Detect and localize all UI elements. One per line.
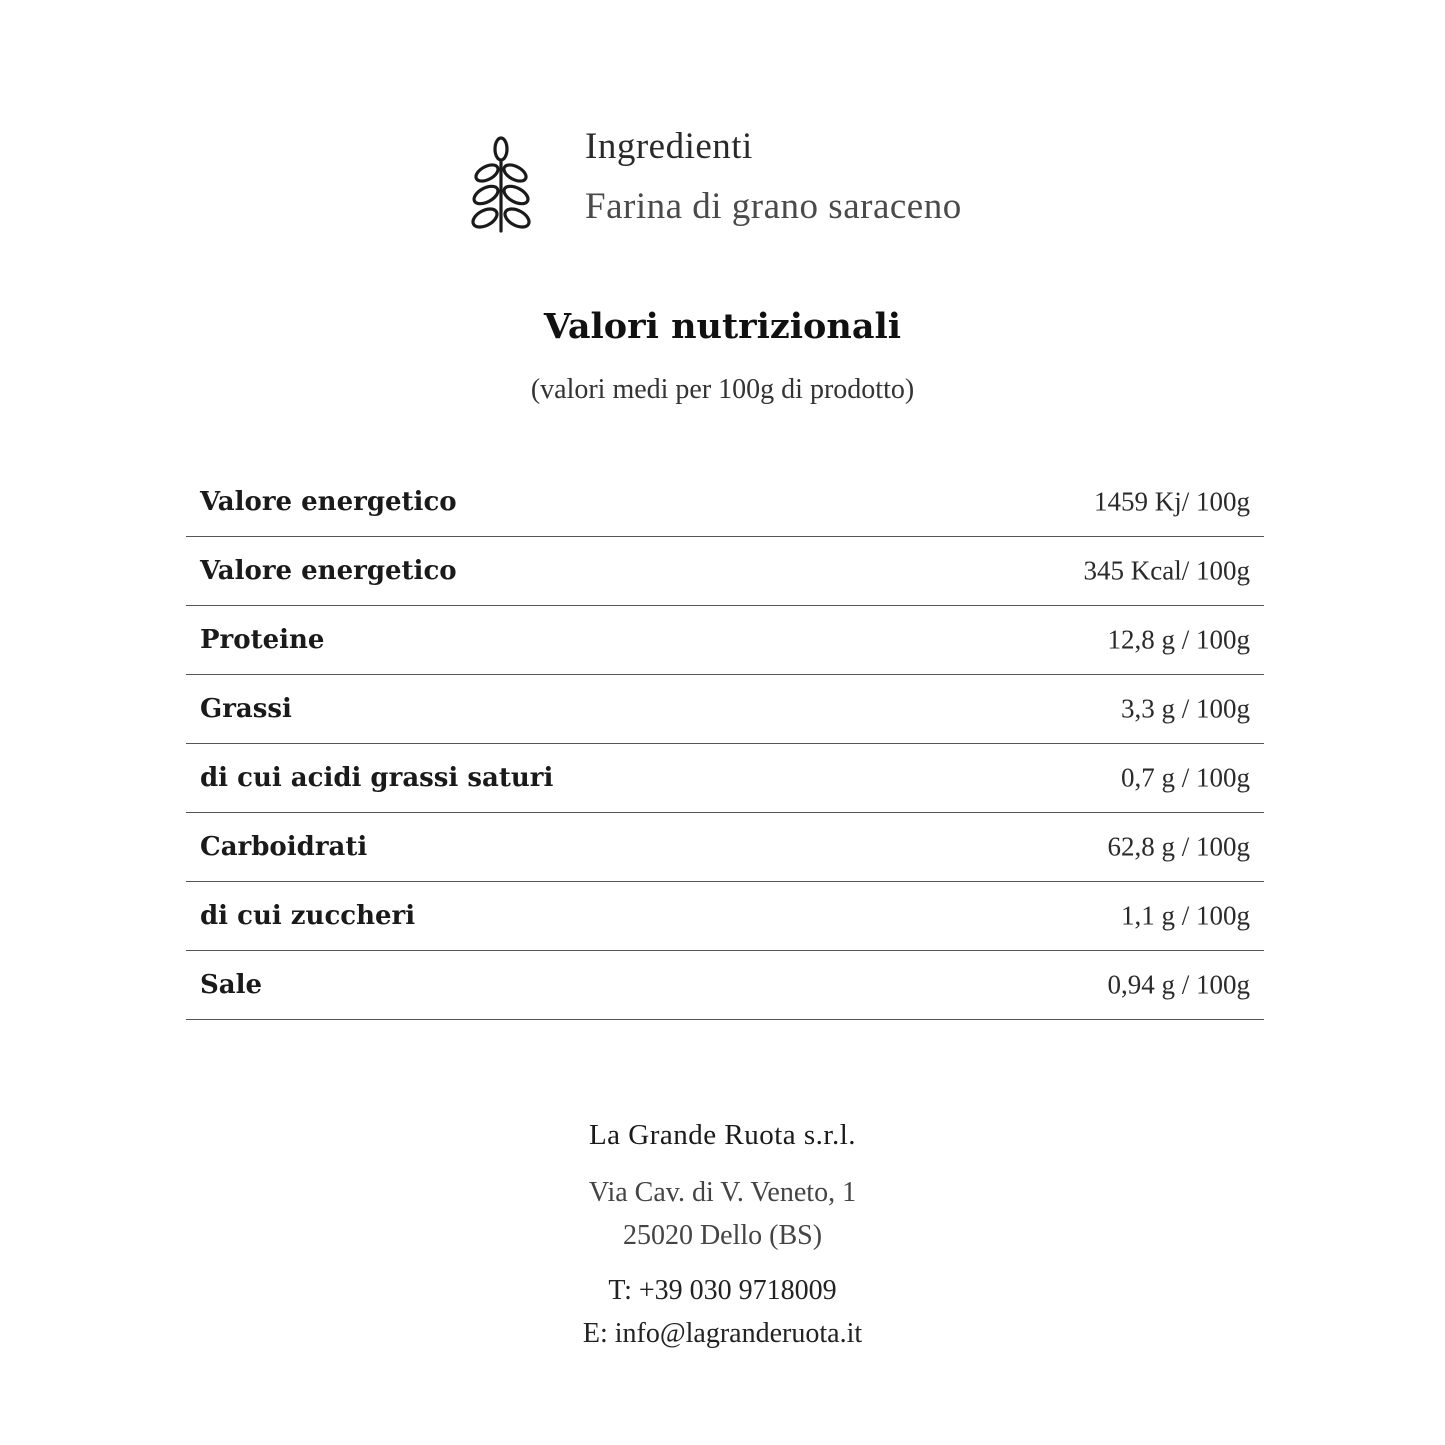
company-footer	[0, 1115, 1445, 1355]
nutrient-label: Proteine	[200, 625, 325, 655]
nutrition-subtitle: (valori medi per 100g di prodotto)	[530, 374, 915, 405]
nutrient-value: 12,8 g / 100g	[1107, 624, 1250, 655]
table-row	[186, 675, 1264, 744]
wheat-icon	[465, 135, 537, 235]
company-contacts	[0, 1269, 1445, 1355]
nutrient-label: Valore energetico	[200, 556, 457, 586]
nutrition-title: Valori nutrizionali	[543, 306, 902, 347]
ingredients-value: Farina di grano saraceno	[585, 186, 962, 227]
nutrient-label: Carboidrati	[200, 832, 368, 862]
nutrient-value: 1,1 g / 100g	[1120, 900, 1250, 931]
address-street: Via Cav. di V. Veneto, 1	[588, 1177, 857, 1208]
company-name: La Grande Ruota s.r.l.	[588, 1119, 857, 1151]
nutrient-label: Valore energetico	[200, 487, 457, 517]
table-row	[186, 468, 1264, 537]
table-row	[186, 744, 1264, 813]
nutrient-label: Sale	[200, 970, 263, 1000]
nutrient-value: 345 Kcal/ 100g	[1083, 555, 1250, 586]
nutrient-value: 3,3 g / 100g	[1120, 693, 1250, 724]
email-address: E: info@lagranderuota.it	[582, 1318, 863, 1349]
table-row	[186, 606, 1264, 675]
nutrient-value: 1459 Kj/ 100g	[1093, 486, 1250, 517]
table-row	[186, 882, 1264, 951]
nutrient-value: 0,94 g / 100g	[1107, 969, 1250, 1000]
address-city: 25020 Dello (BS)	[622, 1220, 823, 1251]
nutrition-table	[186, 468, 1264, 1020]
nutrient-value: 62,8 g / 100g	[1107, 831, 1250, 862]
table-row	[186, 951, 1264, 1020]
nutrient-label: Grassi	[200, 694, 292, 724]
company-address	[0, 1171, 1445, 1257]
nutrient-value: 0,7 g / 100g	[1120, 762, 1250, 793]
table-row	[186, 537, 1264, 606]
table-row	[186, 813, 1264, 882]
nutrient-label: di cui zuccheri	[200, 901, 416, 931]
phone-number: T: +39 030 9718009	[608, 1275, 837, 1306]
nutrient-label: di cui acidi grassi saturi	[200, 763, 554, 793]
ingredients-title: Ingredienti	[585, 126, 753, 167]
ingredients-section	[465, 125, 1085, 245]
